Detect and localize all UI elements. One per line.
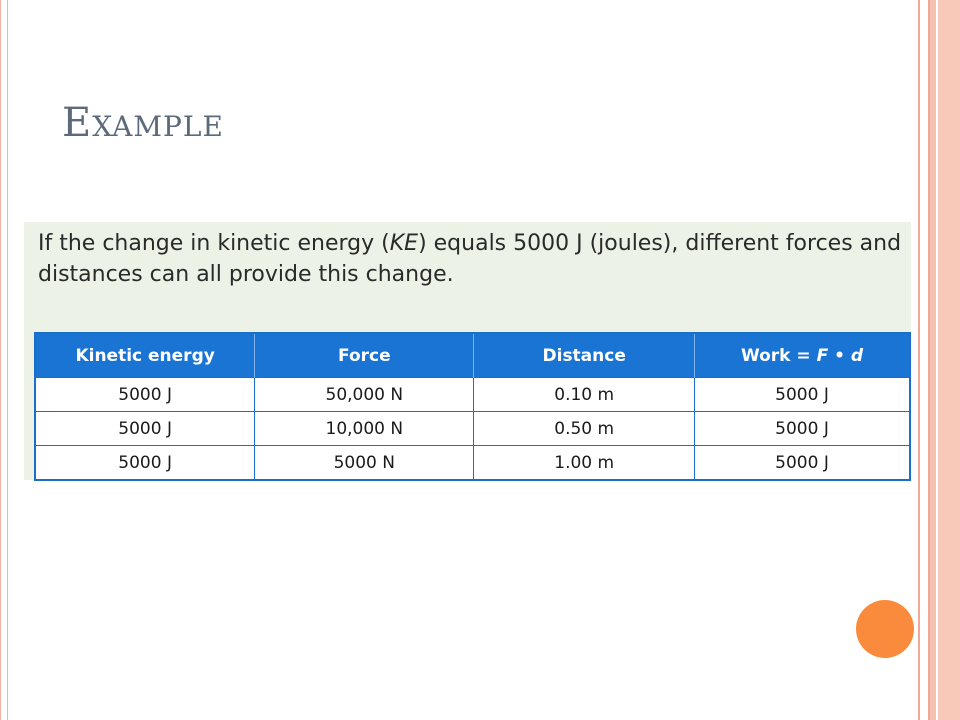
cell-kinetic-energy: 5000 J [35, 412, 255, 446]
intro-text-before: If the change in kinetic energy ( [38, 231, 390, 256]
work-table [34, 332, 911, 481]
header-work-f: F [816, 345, 829, 366]
cell-distance: 0.50 m [474, 412, 695, 446]
table-row [35, 378, 910, 412]
header-work-dot: • [828, 345, 851, 366]
header-force: Force [255, 333, 474, 378]
cell-force: 50,000 N [255, 378, 474, 412]
cell-distance: 1.00 m [474, 446, 695, 481]
cell-force: 10,000 N [255, 412, 474, 446]
header-distance: Distance [474, 333, 695, 378]
frame-stripe [928, 0, 930, 720]
content-panel [24, 222, 911, 480]
intro-text-italic: KE [389, 231, 419, 256]
intro-text-after: ) equals 5000 J (joules), different forces and distances can all provide this change. [38, 231, 902, 287]
table-header-row [35, 333, 910, 378]
cell-force: 5000 N [255, 446, 474, 481]
cell-work: 5000 J [695, 446, 910, 481]
cell-distance: 0.10 m [474, 378, 695, 412]
header-work-d: d [850, 345, 864, 366]
header-work-prefix: Work = [740, 345, 817, 366]
cell-work: 5000 J [695, 378, 910, 412]
header-kinetic-energy: Kinetic energy [35, 333, 255, 378]
table-row [35, 412, 910, 446]
cell-kinetic-energy: 5000 J [35, 378, 255, 412]
frame-stripe [918, 0, 920, 720]
intro-text [38, 228, 908, 290]
slide-title: Example [62, 100, 224, 146]
accent-circle [856, 600, 914, 658]
slide-frame-left [0, 0, 11, 720]
cell-kinetic-energy: 5000 J [35, 446, 255, 481]
header-work [695, 333, 910, 378]
table-row [35, 446, 910, 481]
slide-frame-right [916, 0, 960, 720]
cell-work: 5000 J [695, 412, 910, 446]
